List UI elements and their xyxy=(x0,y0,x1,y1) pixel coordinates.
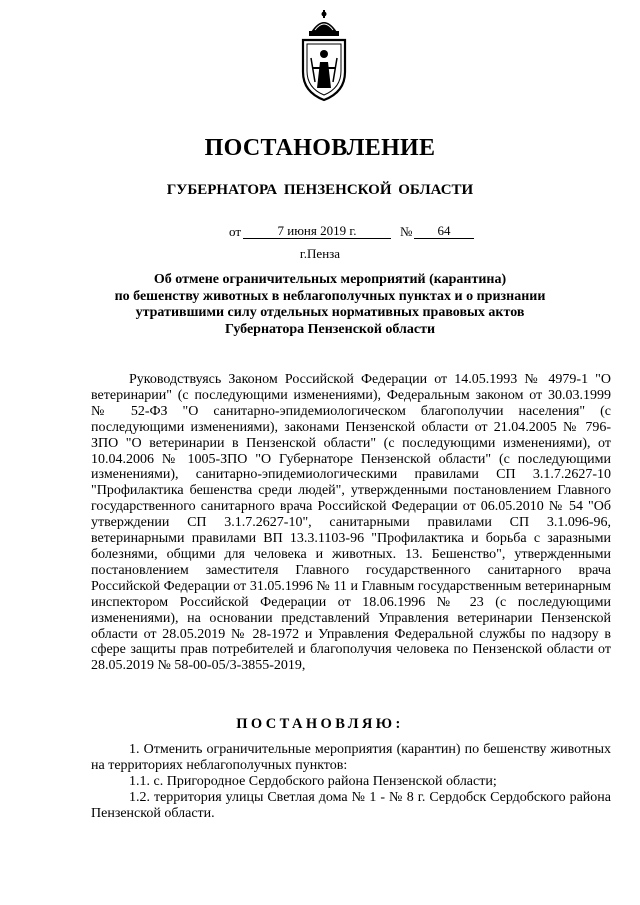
decree-item: 1.2. территория улицы Светлая дома № 1 - № 8 г. Сердобск Сердобского района Пензенской области. xyxy=(91,789,611,821)
coat-of-arms-icon xyxy=(295,10,353,102)
preamble xyxy=(91,372,611,674)
document-number: 64 xyxy=(414,224,474,239)
heading-line: Об отмене ограничительных мероприятий (карантина) xyxy=(153,272,507,287)
preamble-paragraph: Руководствуясь Законом Российской Федерации от 14.05.1993 № 4979-1 "О ветеринарии" (с последующими изменениями), Федеральным законом от 30.03.1999 № 52-ФЗ "О санитарно-эпидемиологическом благополучии населения" (с последующими изменениями), законами Пензенской области от 21.04.2005 № 796-ЗПО "О ветеринарии в Пензенской области" (с последующими изменениями), от 10.04.2006 № 1005-ЗПО "О Губернаторе Пензенской области" (с последующими изменениями), санитарно-эпидемиологическими правилами СП 3.1.7.2627-10 "Профилактика бешенства среди людей", утвержденными постановлением Главного государственного санитарного врача Российской Федерации от 06.05.2010 № 54 "Об утверждении СП 3.1.7.2627-10", санитарными правилами СП 3.1.096-96, ветеринарными правилами ВП 13.3.1103-96 "Профилактика и борьба с заразными болезнями, общими для человека и животных. 13. Бешенство", утвержденными постановлением заместителя Главного государственного санитарного врача Российской Федерации от 31.05.1996 № 11 и Главным государственным ветеринарным инспектором Российской Федерации от 18.06.1996 № 23 (с последующими изменениями), на основании представлений Управления ветеринарии Пензенской области от 28.05.2019 № 28-1972 и Управления Федеральной службы по надзору в сфере защиты прав потребителей и благополучия человека по Пензенской области от 28.05.2019 № 58-00-05/3-3855-2019, xyxy=(91,372,611,674)
heading-line: Губернатора Пензенской области xyxy=(224,321,436,337)
date-prefix: от xyxy=(229,224,242,239)
decree-item: 1. Отменить ограничительные мероприятия (карантин) по бешенству животных на территориях неблагополучных пунктов: xyxy=(91,742,611,773)
document-subtitle: ГУБЕРНАТОРА ПЕНЗЕНСКОЙ ОБЛАСТИ xyxy=(166,182,474,198)
number-sign: № xyxy=(400,224,413,239)
heading-line: утратившими силу отдельных нормативных правовых актов xyxy=(135,305,525,320)
heading-line: по бешенству животных в неблагополучных пунктах и о признании xyxy=(114,288,546,304)
decree-word: ПОСТАНОВЛЯЮ: xyxy=(236,716,404,732)
document-city: г.Пенза xyxy=(299,246,341,261)
document-date: 7 июня 2019 г. xyxy=(243,224,391,239)
document-heading xyxy=(60,272,600,338)
decree-item: 1.1. с. Пригородное Сердобского района Пензенской области; xyxy=(129,773,497,789)
document-title: ПОСТАНОВЛЕНИЕ xyxy=(204,135,436,161)
decree-items xyxy=(91,742,611,822)
